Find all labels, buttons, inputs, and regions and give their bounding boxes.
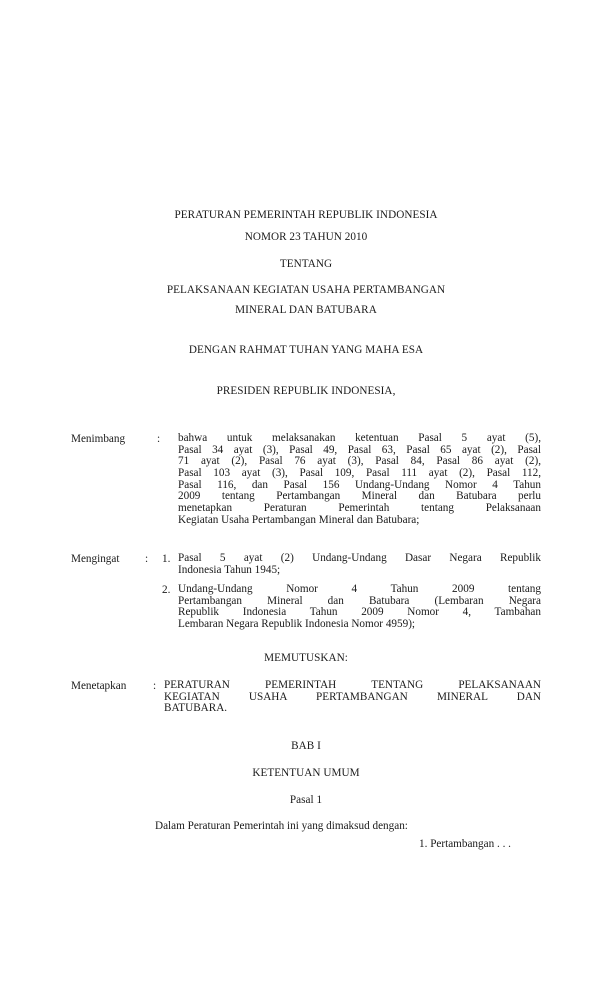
text-line: Pasal 116, dan Pasal 156 Undang-Undang Nomor 4 Tahun bbox=[178, 478, 541, 491]
text-line: Pasal 5 ayat (2) Undang-Undang Dasar Negara Republik bbox=[178, 552, 541, 564]
bab-title: KETENTUAN UMUM bbox=[252, 767, 360, 779]
president-heading: PRESIDEN REPUBLIK INDONESIA, bbox=[216, 385, 396, 397]
menimbang-label: Menimbang bbox=[71, 433, 126, 445]
page-continuation: 1. Pertambangan . . . bbox=[419, 838, 511, 850]
bab-heading: BAB I bbox=[291, 740, 321, 752]
subject-line-2: MINERAL DAN BATUBARA bbox=[235, 304, 377, 316]
list-number: 2. bbox=[162, 584, 171, 596]
text-line: 71 ayat (2), Pasal 76 ayat (3), Pasal 84, Pasal 86 ayat (2), bbox=[178, 455, 541, 468]
text-line: Kegiatan Usaha Pertambangan Mineral dan Batubara; bbox=[178, 513, 420, 526]
mengingat-label: Mengingat bbox=[71, 553, 120, 565]
text-line: bahwa untuk melaksanakan ketentuan Pasal 5 ayat (5), bbox=[178, 432, 541, 444]
text-line: menetapkan Peraturan Pemerintah tentang Pelaksanaan bbox=[178, 502, 541, 515]
menetapkan-text bbox=[164, 680, 541, 715]
text-line: Undang-Undang Nomor 4 Tahun 2009 tentang bbox=[178, 583, 541, 595]
menetapkan-label: Menetapkan bbox=[71, 680, 127, 692]
text-line: 2009 tentang Pertambangan Mineral dan Batubara perlu bbox=[178, 490, 541, 503]
tentang-heading: TENTANG bbox=[279, 258, 333, 270]
text-line: Indonesia Tahun 1945; bbox=[178, 563, 281, 576]
regulation-title: PERATURAN PEMERINTAH REPUBLIK INDONESIA bbox=[174, 209, 438, 221]
subject-line-1: PELAKSANAAN KEGIATAN USAHA PERTAMBANGAN bbox=[166, 284, 446, 296]
mengingat-item-1 bbox=[178, 553, 541, 576]
memutuskan-heading: MEMUTUSKAN: bbox=[264, 652, 348, 664]
text-line: Pasal 103 ayat (3), Pasal 109, Pasal 111 ayat (2), Pasal 112, bbox=[178, 467, 541, 480]
text-line: Pasal 34 ayat (3), Pasal 49, Pasal 63, Pasal 65 ayat (2), Pasal bbox=[178, 443, 541, 456]
regulation-number: NOMOR 23 TAHUN 2010 bbox=[244, 231, 368, 243]
menimbang-colon: : bbox=[157, 433, 161, 445]
mengingat-item-2 bbox=[178, 584, 541, 631]
pasal-heading: Pasal 1 bbox=[289, 794, 323, 806]
pasal-intro: Dalam Peraturan Pemerintah ini yang dimaksud dengan: bbox=[155, 820, 408, 832]
menetapkan-colon: : bbox=[153, 680, 157, 692]
text-line: Republik Indonesia Tahun 2009 Nomor 4, Tambahan bbox=[178, 606, 541, 619]
text-line: Pertambangan Mineral dan Batubara (Lembaran Negara bbox=[178, 594, 541, 607]
text-line: BATUBARA. bbox=[164, 702, 228, 715]
invocation: DENGAN RAHMAT TUHAN YANG MAHA ESA bbox=[188, 344, 424, 356]
text-line: Lembaran Negara Republik Indonesia Nomor 4959); bbox=[178, 618, 416, 631]
text-line: PERATURAN PEMERINTAH TENTANG PELAKSANAAN bbox=[164, 679, 541, 691]
menimbang-text bbox=[178, 433, 541, 527]
text-line: KEGIATAN USAHA PERTAMBANGAN MINERAL DAN bbox=[164, 690, 541, 703]
list-number: 1. bbox=[162, 553, 171, 565]
mengingat-colon: : bbox=[145, 553, 149, 565]
